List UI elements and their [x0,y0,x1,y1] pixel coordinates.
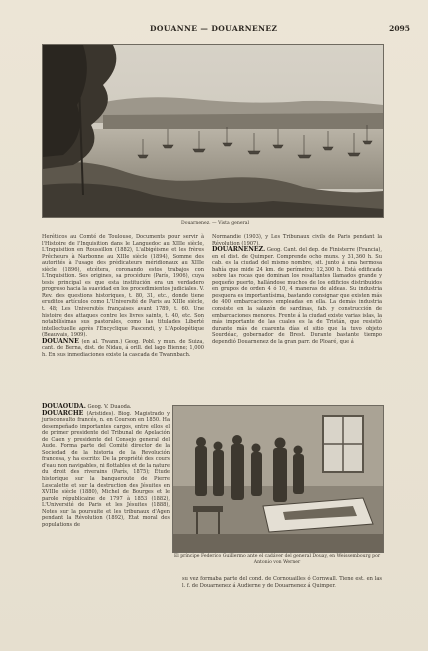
right-column-lower [182,576,382,616]
paragraph-tribunaux: Normandie (1903), y Les Tribunaux civils de Paris pendant la Révolution (1907). [212,234,382,247]
entry-douanne [42,339,204,359]
paragraph-inquisition: Heréticos au Comté de Toulouse, Documents pour servir à l'Histoire de l'Inquisition dans le Languedoc au XIIIe siècle, L'Inquisition en Roussillon (1882), L'albigéisme et les frères Prêcheurs à Narbonne au XIIIe siècle (1894), Somme des autorités à l'usage des prédicateurs méridionaux au XIIIe siècle (1896), etcétera, coronando estos trabajos con L'Inquisition. Ses origines, sa procédure (París, 1906), cuya tesis principal es que esta institución era un verdadero progreso hacia la suavidad en los procedimientos judiciales. V. Rev. des questions historiques, t. 80, 31, etc., donde tiene eruditos artículos como L'Université de Paris au XIIIe siècle, t. 48; Les Universités françaises avant 1789, t. 60. Une histoire des attaques contre les livres saints, t. 40, etc. Son notabilísimas sus pastorales, como las titulades Liberté intellectuelle après l'Encyclique Pascendi, y L'Apologétique (Beauvais, 1909). [42,234,204,339]
harbor-photograph [42,44,384,218]
bottom-figure-caption: El príncipe Federico Guillermo ante el cadáver del general Douay, en Weissembourg por Antonio von Werner [173,554,381,565]
page-number: 2095 [389,24,410,33]
entry-douarnenez [212,247,382,345]
entry-douanne-headword: DOUANNE [42,337,79,345]
entry-douarnenez-text: Geog. Cant. del dep. de Finisterre (Francia), en el dist. de Quimper. Comprende ocho muns. y 31,360 h. Su cab. es la ciudad del mismo nombre, sit. junto á una hermosa bahía que mide 24 km. de perímetro; 12,300 h. Está edificada sobre las rocas que dominan los resaltantes llamados grande y pequeño puerto, hallándose muchos de los edificios distribuidos en grupos de orden 4 ó 10, 4 maneras de aldeas. Su industria pesquera es importantísima, bastando consignar que existen más de 400 embarcaciones empleadas en ella. La demás industria consiste en la salazón de sardinas, fab. y construcción de embarcaciones menores. Frente á la ciudad existe varias islas, la más importante de las cuales es la de Tristán, que resistió durante más de cuarenta días el sitio que la tuvo objeto Sourdéac, gobernador de Brest. Durante bastante tiempo dependió Douarnenez de la gran parr. de Ploaré, que á [212,247,382,345]
entry-douarnenez-headword: DOUARNENEZ. [212,246,266,254]
entry-douarche [42,411,170,529]
entry-douarche-text: (Aristides). Biog. Magistrado y jurisconsulto francés, n. en Courson en 1850. Ha desempeñado importantes cargos, entre ellos el de primer presidente del Tribunal de Apelación de Caen y presidente del Consejo general del Aude. Forma parte del Comité director de la Sociedad de la historia de la Revolución francesa, y ha escrito: De la propriété des cours d'eau non navigables, ni flottables et de la nature du droit des riverains (París, 1875); Étude historique sur la banqueroute de Pierre Lescalette et sur la destruction des Jésuites en XVIIIe siècle (1880), Michel de Bourges et le parole républicaine de 1797 à 1853 (1882), L'Université de Paris et les Jésuites (1888), Notes sur la poursuite et les tribunaux d'Agen pendant la Révolution (1892), Etat moral des populations de [42,410,170,528]
left-column-upper [42,234,204,398]
running-header [0,24,428,36]
interior-illustration [172,405,384,553]
harbor-photograph-image [43,45,383,217]
top-figure-caption: Douarnenez. — Vista general [181,221,249,226]
entry-douanne-text: (en al. Twann.) Geog. Pobl. y mun. de Suiza, cant. de Berna, dist. de Nidau, á orill. del lago Bienne; 1,000 h. En sus inmediaciones existe la cascada de Twannbach. [42,338,204,358]
running-title: DOUANNE — DOUARNENEZ [150,24,278,33]
entry-douaouda-text: Geog. V. Duaoda. [85,404,132,410]
entry-douarche-headword: DOUARCHE [42,409,84,417]
paragraph-cornouailles: su vez formaba parte del cond. de Cornouailles ó Cornwall. Tiene est. en las l. f. de Douarnenez á Audierne y de Douarnenez á Quimper. [182,576,382,589]
left-column-lower [42,404,170,626]
entry-douaouda-headword: DOUAOUDA. [42,403,86,410]
interior-illustration-image [173,406,383,552]
right-column-upper [212,234,382,398]
